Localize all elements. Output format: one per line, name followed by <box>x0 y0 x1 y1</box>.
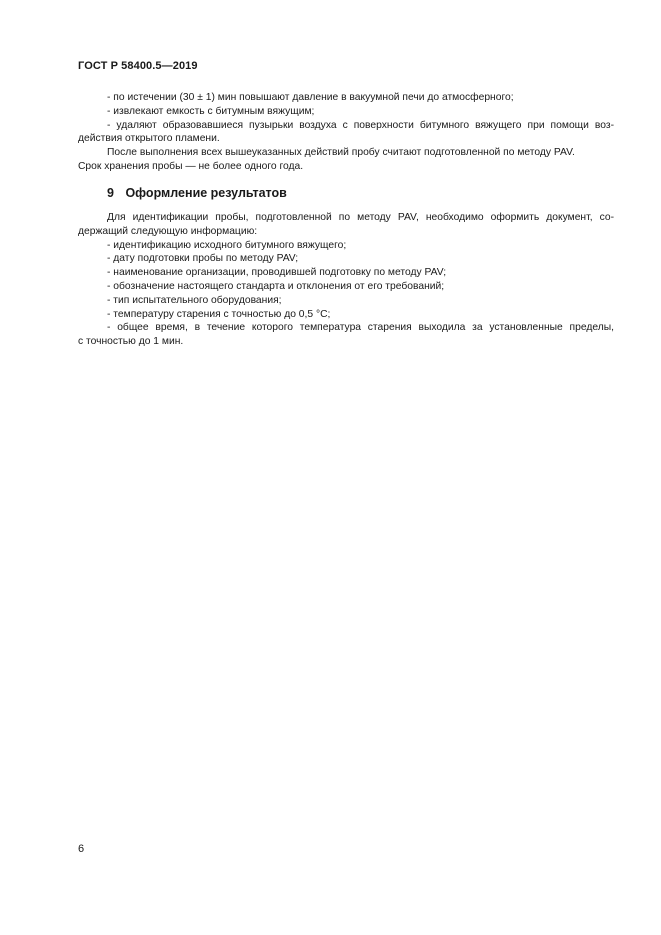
list-item: - дату подготовки пробы по методу PAV; <box>107 253 299 265</box>
page-number: 6 <box>78 843 85 855</box>
list-item: - температуру старения с точностью до 0,5 °С; <box>107 308 331 320</box>
section-number: 9 <box>107 186 114 200</box>
procedure-steps <box>78 91 614 174</box>
list-item: - тип испытательного оборудования; <box>107 294 282 306</box>
procedure-step: - удаляют образовавшиеся пузырьки воздуха с поверхности битумного вяжущего при помощи воз- <box>107 119 614 131</box>
list-item-continuation: с точностью до 1 мин. <box>78 336 184 348</box>
procedure-step: - по истечении (30 ± 1) мин повышают давление в вакуумной печи до атмосферного; <box>107 92 514 103</box>
list-item: - обозначение настоящего стандарта и отклонения от его требований; <box>107 280 445 292</box>
section-intro-line: держащий следующую информацию: <box>78 225 258 237</box>
section-body <box>78 211 614 349</box>
list-item: - идентификацию исходного битумного вяжущего; <box>107 239 347 251</box>
procedure-step: - извлекают емкость с битумным вяжущим; <box>107 105 315 117</box>
conclusion-line: Срок хранения пробы — не более одного года. <box>78 160 304 172</box>
section-title: Оформление результатов <box>125 186 287 200</box>
list-item: - наименование организации, проводившей подготовку по методу PAV; <box>107 267 447 279</box>
procedure-step-continuation: действия открытого пламени. <box>78 133 220 145</box>
document-header-standard-id: ГОСТ Р 58400.5—2019 <box>78 60 198 72</box>
section-heading <box>107 186 287 200</box>
section-intro-line: Для идентификации пробы, подготовленной по методу PAV, необходимо оформить документ, со- <box>107 212 614 223</box>
conclusion-line: После выполнения всех вышеуказанных действий пробу считают подготовленной по методу PAV. <box>107 147 575 159</box>
list-item: - общее время, в течение которого температура старения выходила за установленные пределы, <box>107 322 614 334</box>
